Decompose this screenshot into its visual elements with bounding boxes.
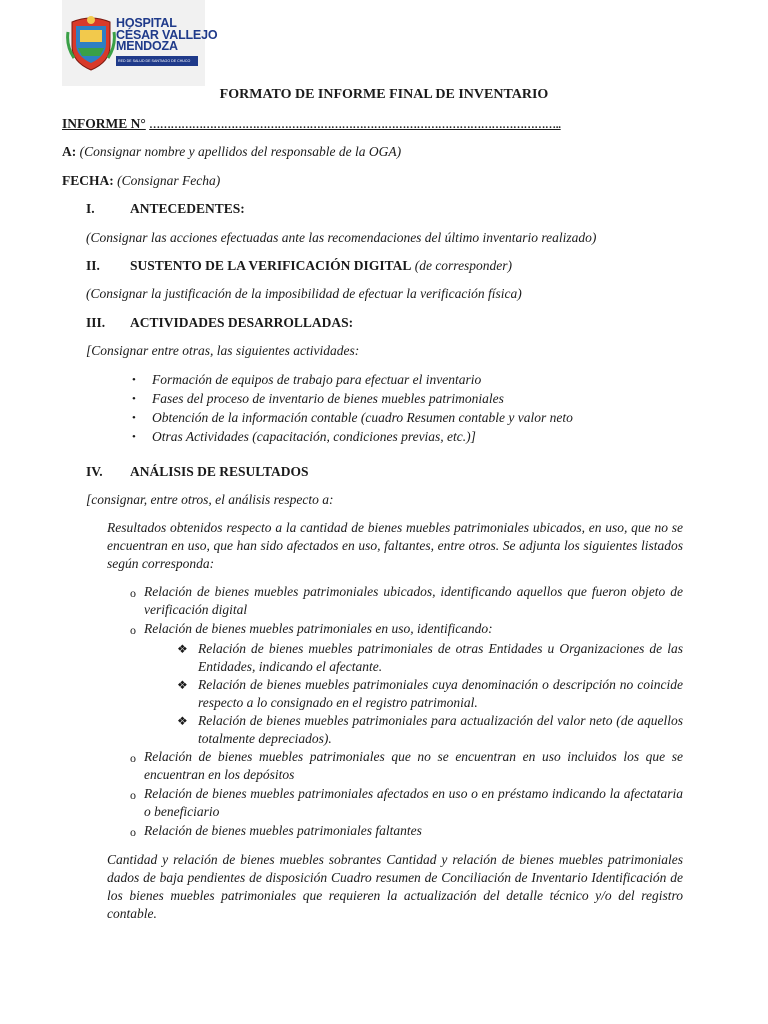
logo-line: CÉSAR VALLEJO — [116, 27, 218, 42]
section-title: ACTIVIDADES DESARROLLADAS: — [130, 315, 354, 330]
bullet-icon: • — [132, 374, 136, 386]
section-title: SUSTENTO DE LA VERIFICACIÓN DIGITAL — [130, 258, 412, 273]
bullet-icon: • — [132, 412, 136, 424]
section-title-note: (de corresponder) — [414, 258, 513, 273]
section-body: [Consignar entre otras, las siguientes actividades: — [86, 343, 360, 358]
section-number: III. — [86, 315, 106, 330]
circle-bullet-icon: o — [130, 751, 136, 765]
logo-line: MENDOZA — [116, 39, 178, 53]
activity-item: Obtención de la información contable (cuadro Resumen contable y valor neto — [152, 410, 573, 425]
result-list-item: Relación de bienes muebles patrimoniales faltantes — [144, 823, 422, 838]
result-list-item: Relación de bienes muebles patrimoniales que no se encuentran en uso incluidos los que se encuentran en los depósitos — [144, 749, 683, 782]
activity-item: Formación de equipos de trabajo para efectuar el inventario — [152, 372, 482, 387]
informe-line — [62, 115, 561, 134]
result-sublist-item: Relación de bienes muebles patrimoniales de otras Entidades u Organizaciones de las Entidades, indicando el afectante. — [198, 641, 683, 674]
section-number: II. — [86, 258, 100, 273]
date-text: (Consignar Fecha) — [117, 173, 221, 188]
hospital-logo — [62, 0, 218, 86]
document-title: FORMATO DE INFORME FINAL DE INVENTARIO — [219, 87, 549, 102]
diamond-bullet-icon: ❖ — [177, 714, 188, 728]
section-title: ANTECEDENTES: — [130, 201, 245, 216]
circle-bullet-icon: o — [130, 623, 136, 637]
date-line — [62, 172, 220, 190]
section-body: (Consignar las acciones efectuadas ante las recomendaciones del último inventario realizado) — [86, 230, 597, 245]
diamond-bullet-icon: ❖ — [177, 678, 188, 692]
circle-bullet-icon: o — [130, 586, 136, 600]
coat-of-arms-icon — [66, 12, 116, 74]
section-body: [consignar, entre otros, el análisis respecto a: — [86, 492, 334, 507]
result-list-item: Relación de bienes muebles patrimoniales ubicados, identificando aquellos que fueron objeto de verificación digital — [144, 584, 683, 617]
section-number: IV. — [86, 464, 103, 479]
recipient-label: A: — [62, 144, 77, 159]
result-sublist-item: Relación de bienes muebles patrimoniales cuya denominación o descripción no coincide respecto a lo consignado en el registro patrimonial. — [198, 677, 683, 710]
bullet-icon: • — [132, 393, 136, 405]
informe-dots: …………………………………………………………………………………………………….. — [149, 119, 561, 131]
result-list-item: Relación de bienes muebles patrimoniales afectados en uso o en préstamo indicando la afectataria o beneficiario — [144, 786, 683, 819]
section-number: I. — [86, 201, 95, 216]
activity-item: Fases del proceso de inventario de bienes muebles patrimoniales — [152, 391, 504, 406]
section-heading — [130, 257, 512, 275]
diamond-bullet-icon: ❖ — [177, 642, 188, 656]
closing-paragraph: Cantidad y relación de bienes muebles sobrantes Cantidad y relación de bienes muebles patrimoniales dados de baja pendientes de disposición Cuadro resumen de Conciliación de Inventario Identificación de los bienes muebles patrimoniales que requieren la actualización del detalle técnico y/o del registro contable. — [107, 852, 683, 921]
section-body: (Consignar la justificación de la imposibilidad de efectuar la verificación física) — [86, 286, 522, 301]
result-list-item: Relación de bienes muebles patrimoniales en uso, identificando: — [144, 621, 493, 636]
activity-item: Otras Actividades (capacitación, condiciones previas, etc.)] — [152, 429, 476, 444]
result-sublist-item: Relación de bienes muebles patrimoniales para actualización del valor neto (de aquellos totalmente depreciados). — [198, 713, 683, 746]
logo-tagline: RED DE SALUD DE SANTIAGO DE CHUCO — [116, 56, 198, 66]
circle-bullet-icon: o — [130, 788, 136, 802]
recipient-line — [62, 143, 401, 161]
results-intro: Resultados obtenidos respecto a la cantidad de bienes muebles patrimoniales ubicados, en uso, que no se encuentran en uso, que han sido afectados en uso, faltantes, entre otros. Se adjunta los siguientes listados según corresponda: — [107, 520, 683, 571]
bullet-icon: • — [132, 431, 136, 443]
logo-wordmark — [116, 18, 217, 53]
circle-bullet-icon: o — [130, 825, 136, 839]
logo-line: HOSPITAL — [116, 16, 177, 30]
recipient-text: (Consignar nombre y apellidos del responsable de la OGA) — [79, 144, 402, 159]
informe-label: INFORME N° — [62, 116, 146, 131]
date-label: FECHA: — [62, 173, 114, 188]
section-title: ANÁLISIS DE RESULTADOS — [130, 464, 309, 479]
